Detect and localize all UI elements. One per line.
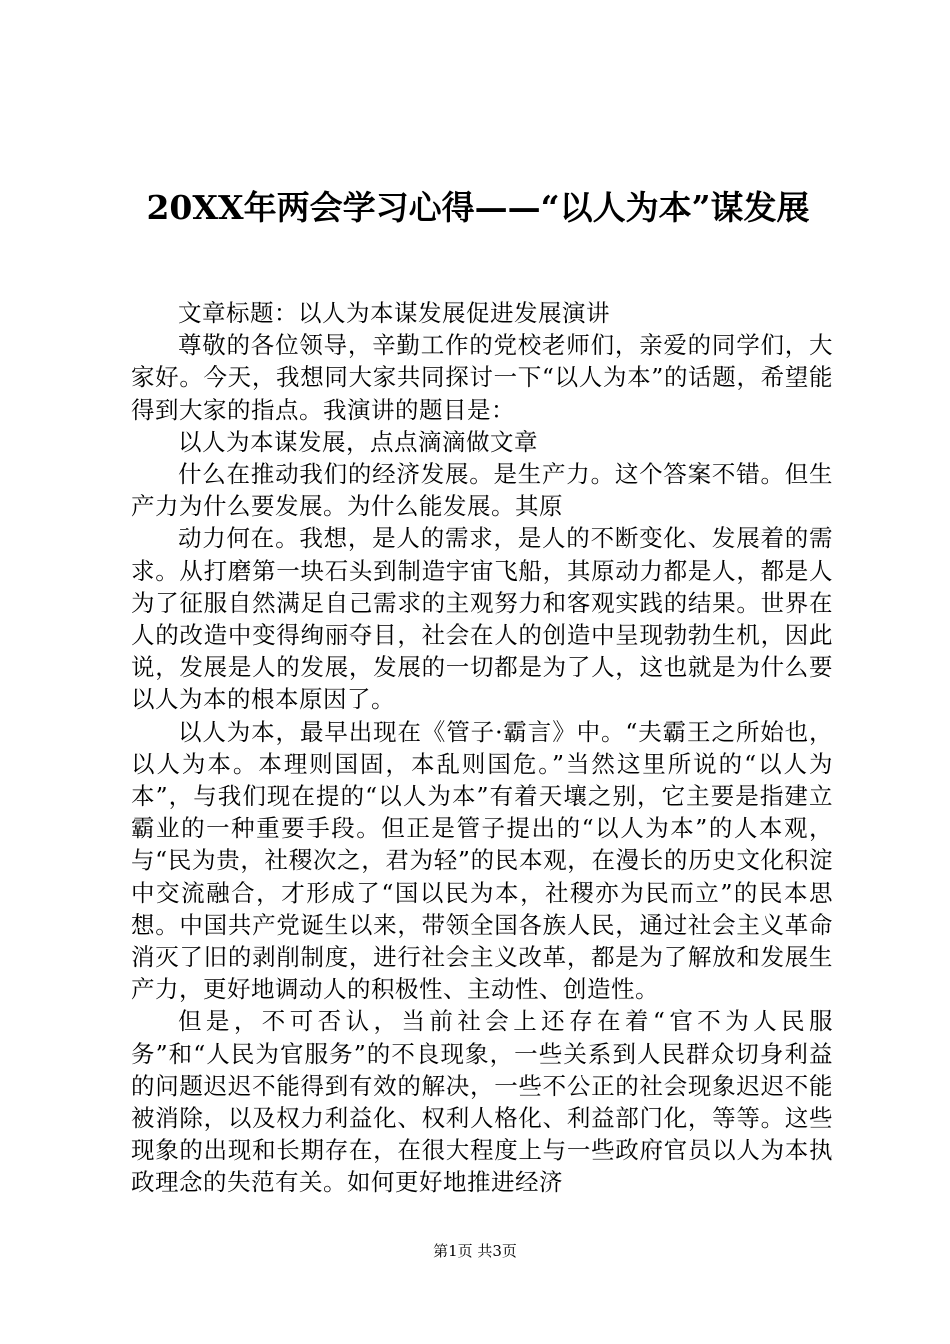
paragraph-speech-topic: 以人为本谋发展，点点滴滴做文章 [178,427,538,456]
document-title: 20XX年两会学习心得——“以人为本”谋发展 [146,188,810,227]
paragraph-article-title: 文章标题：以人为本谋发展促进发展演讲 [178,299,610,327]
paragraph-problems: 但是，不可否认，当前社会上还存在着“官不为人民服务”和“人民为官服务”的不良现象，一些关系到人民群众切身利益的问题迟迟不能得到有效的解决，一些不公正的社会现象迟迟不能被消除，以及权力利益化、权利人格化、利益部门化，等等。这些现象的出现和长期存在，在很大程度上与一些政府官员以人为本执政理念的失范有关。如何更好地推进经济 [131,1007,833,1197]
paragraph-question: 什么在推动我们的经济发展。是生产力。这个答案不错。但生产力为什么要发展。为什么能发展。其原 [131,460,833,521]
paragraph-history: 以人为本，最早出现在《管子·霸言》中。“夫霸王之所始也，以人为本。本理则国固，本乱则国危。”当然这里所说的“以人为本”，与我们现在提的“以人为本”有着天壤之别，它主要是指建立霸业的一种重要手段。但正是管子提出的“以人为本”的人本观，与“民为贵，社稷次之，君为轻”的民本观，在漫长的历史文化积淀中交流融合，才形成了“国以民为本，社稷亦为民而立”的民本思想。中国共产党诞生以来，带领全国各族人民，通过社会主义革命消灭了旧的剥削制度，进行社会主义改革，都是为了解放和发展生产力，更好地调动人的积极性、主动性、创造性。 [131,717,833,1004]
page-number-footer: 第1页 共3页 [433,1242,517,1260]
document-body [131,297,833,1199]
paragraph-greeting: 尊敬的各位领导，辛勤工作的党校老师们，亲爱的同学们，大家好。今天，我想同大家共同探讨一下“以人为本”的话题，希望能得到大家的指点。我演讲的题目是： [131,331,833,424]
paragraph-motivation: 动力何在。我想，是人的需求，是人的不断变化、发展着的需求。从打磨第一块石头到制造宇宙飞船，其原动力都是人，都是人为了征服自然满足自己需求的主观努力和客观实践的结果。世界在人的改造中变得绚丽夺目，社会在人的创造中呈现勃勃生机，因此说，发展是人的发展，发展的一切都是为了人，这也就是为什么要以人为本的根本原因了。 [131,524,833,714]
